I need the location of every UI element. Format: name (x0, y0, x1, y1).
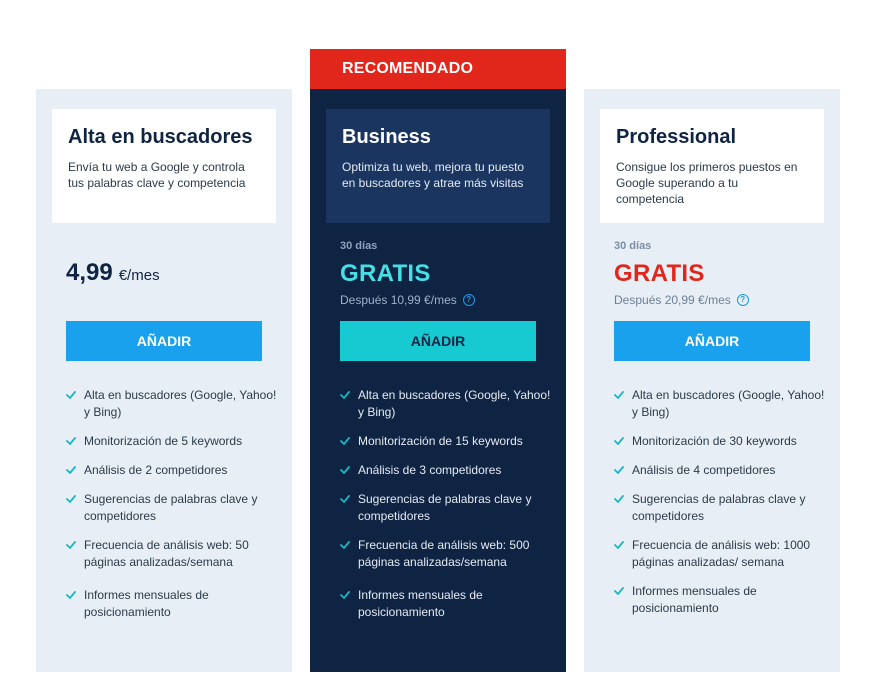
feature-text: Alta en buscadores (Google, Yahoo! y Bing) (84, 388, 277, 419)
feature-text: Monitorización de 30 keywords (632, 434, 797, 448)
plan-description: Envía tu web a Google y controla tus palabras clave y competencia (68, 160, 246, 190)
check-icon (340, 494, 350, 504)
plan-description: Consigue los primeros puestos en Google superando a tu competencia (616, 160, 798, 206)
feature-text: Informes mensuales de posicionamiento (632, 584, 757, 615)
feature-list (340, 387, 552, 633)
feature-item (66, 387, 278, 421)
check-icon (340, 590, 350, 600)
feature-text: Análisis de 2 competidores (84, 463, 228, 477)
feature-item (66, 537, 278, 571)
plan-card-business (310, 89, 566, 672)
plan-header (600, 109, 824, 223)
trial-days: 30 días (614, 240, 652, 252)
price-amount: 4,99 (66, 259, 113, 286)
plan-title: Alta en buscadores (68, 126, 253, 148)
check-icon (66, 494, 76, 504)
trial-price: GRATIS (614, 260, 705, 287)
check-icon (66, 465, 76, 475)
add-button[interactable]: AÑADIR (66, 321, 262, 361)
plan-title: Professional (616, 126, 737, 148)
after-price (614, 293, 749, 307)
check-icon (66, 540, 76, 550)
feature-text: Análisis de 3 competidores (358, 463, 502, 477)
check-icon (66, 390, 76, 400)
trial-days: 30 días (340, 240, 378, 252)
plan-description: Optimiza tu web, mejora tu puesto en buscadores y atrae más visitas (342, 160, 525, 190)
check-icon (614, 494, 624, 504)
feature-text: Frecuencia de análisis web: 50 páginas analizadas/semana (84, 538, 249, 569)
check-icon (614, 586, 624, 596)
feature-item (66, 587, 278, 621)
feature-text: Sugerencias de palabras clave y competidores (358, 492, 532, 523)
feature-text: Informes mensuales de posicionamiento (84, 588, 209, 619)
check-icon (66, 590, 76, 600)
check-icon (614, 390, 624, 400)
feature-text: Monitorización de 5 keywords (84, 434, 243, 448)
feature-text: Alta en buscadores (Google, Yahoo! y Bing) (358, 388, 551, 419)
feature-text: Monitorización de 15 keywords (358, 434, 523, 448)
add-button[interactable]: AÑADIR (614, 321, 810, 361)
feature-item (340, 387, 552, 421)
feature-item (66, 433, 278, 450)
feature-item (340, 433, 552, 450)
check-icon (614, 436, 624, 446)
after-price-text: Después 20,99 €/mes (614, 293, 731, 307)
feature-list (66, 387, 278, 633)
check-icon (340, 390, 350, 400)
plan-card-professional (584, 89, 840, 672)
help-icon[interactable]: ? (737, 294, 749, 306)
price-unit: €/mes (118, 267, 160, 284)
feature-text: Frecuencia de análisis web: 500 páginas analizadas/semana (358, 538, 530, 569)
feature-text: Análisis de 4 competidores (632, 463, 776, 477)
after-price (340, 293, 475, 307)
plan-card-alta-buscadores (36, 89, 292, 672)
plan-price (66, 259, 160, 287)
feature-item (340, 587, 552, 621)
plan-header (326, 109, 550, 223)
feature-item (614, 537, 826, 571)
feature-item (340, 462, 552, 479)
check-icon (614, 540, 624, 550)
feature-item (614, 387, 826, 421)
feature-item (340, 491, 552, 525)
check-icon (66, 436, 76, 446)
plan-title: Business (342, 126, 431, 148)
check-icon (340, 465, 350, 475)
feature-list (614, 387, 826, 629)
check-icon (340, 436, 350, 446)
feature-text: Sugerencias de palabras clave y competidores (632, 492, 806, 523)
feature-item (614, 433, 826, 450)
add-button[interactable]: AÑADIR (340, 321, 536, 361)
recommended-ribbon: RECOMENDADO (310, 49, 566, 89)
help-icon[interactable]: ? (463, 294, 475, 306)
feature-item (614, 462, 826, 479)
check-icon (340, 540, 350, 550)
trial-price: GRATIS (340, 260, 431, 287)
feature-text: Sugerencias de palabras clave y competidores (84, 492, 258, 523)
feature-item (614, 491, 826, 525)
feature-text: Frecuencia de análisis web: 1000 páginas analizadas/ semana (632, 538, 811, 569)
feature-text: Alta en buscadores (Google, Yahoo! y Bing) (632, 388, 825, 419)
feature-text: Informes mensuales de posicionamiento (358, 588, 483, 619)
feature-item (614, 583, 826, 617)
feature-item (66, 462, 278, 479)
feature-item (66, 491, 278, 525)
check-icon (614, 465, 624, 475)
after-price-text: Después 10,99 €/mes (340, 293, 457, 307)
feature-item (340, 537, 552, 571)
plan-header (52, 109, 276, 223)
